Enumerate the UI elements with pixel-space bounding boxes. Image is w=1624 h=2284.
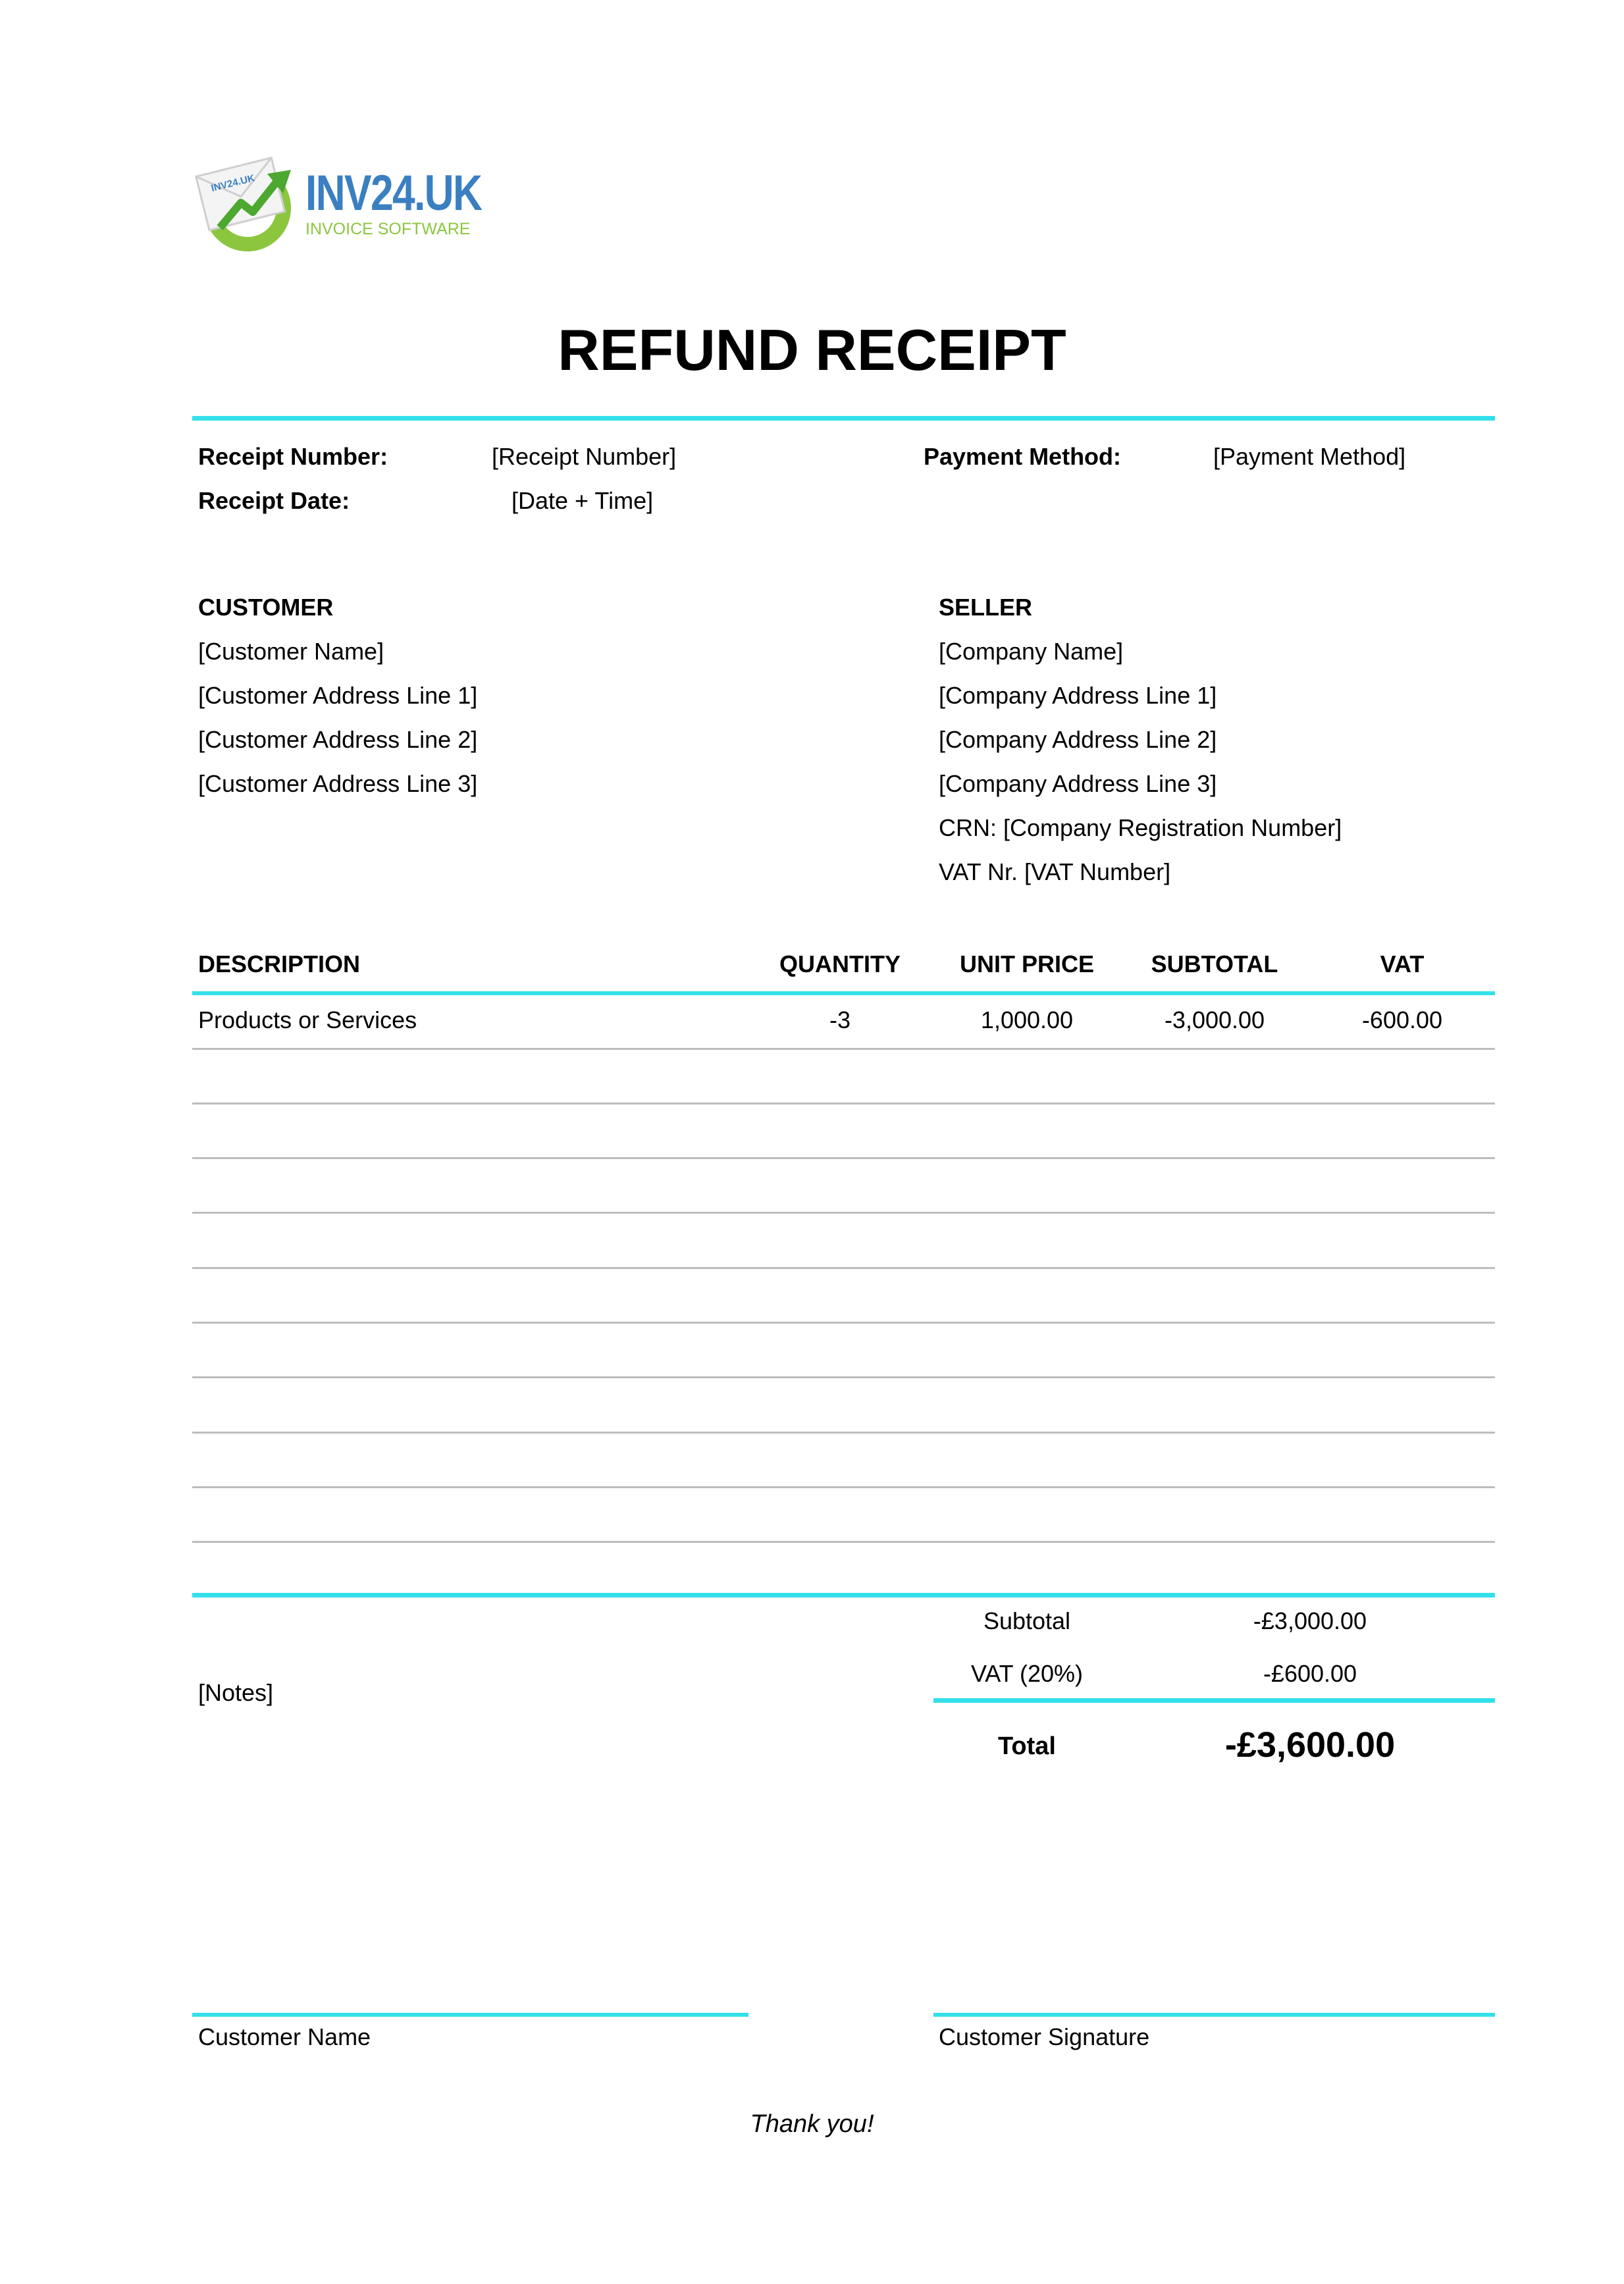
row-description: Products or Services <box>198 1006 417 1033</box>
customer-signature-label: Customer Signature <box>939 2023 1150 2050</box>
table-rule <box>192 1322 1495 1324</box>
receipt-number-label: Receipt Number: <box>198 443 388 470</box>
customer-name-line <box>192 2013 748 2017</box>
totals-divider <box>933 1698 1495 1703</box>
col-header-unit-price: UNIT PRICE <box>959 950 1094 977</box>
col-header-subtotal: SUBTOTAL <box>1151 950 1278 977</box>
logo-tagline: INVOICE SOFTWARE <box>305 220 471 238</box>
seller-crn: CRN: [Company Registration Number] <box>939 814 1342 841</box>
table-rule <box>192 1541 1495 1543</box>
seller-company-name: [Company Name] <box>939 638 1124 665</box>
logo-envelope-text: INV24.UK <box>209 172 256 194</box>
customer-address-line-3: [Customer Address Line 3] <box>198 770 478 797</box>
seller-heading: SELLER <box>939 594 1033 621</box>
notes: [Notes] <box>198 1679 274 1706</box>
logo-brand: INV24.UK <box>305 165 482 221</box>
thank-you-note: Thank you! <box>750 2110 874 2138</box>
company-logo <box>195 155 504 254</box>
page-title: REFUND RECEIPT <box>558 317 1066 382</box>
table-rule <box>192 1432 1495 1434</box>
table-rule <box>192 1157 1495 1159</box>
subtotal-value: -£3,000.00 <box>1253 1607 1367 1634</box>
customer-name-signature-label: Customer Name <box>198 2023 371 2050</box>
table-rule <box>192 1048 1495 1050</box>
vat-value: -£600.00 <box>1263 1660 1357 1687</box>
customer-address-line-2: [Customer Address Line 2] <box>198 726 478 753</box>
receipt-date-label: Receipt Date: <box>198 487 350 514</box>
vat-label: VAT (20%) <box>970 1660 1084 1687</box>
row-vat: -600.00 <box>1361 1006 1443 1033</box>
customer-address-line-1: [Customer Address Line 1] <box>198 682 478 709</box>
customer-name: [Customer Name] <box>198 638 384 665</box>
col-header-vat: VAT <box>1380 950 1425 977</box>
table-footer-divider <box>192 1593 1495 1597</box>
title-divider <box>192 416 1495 421</box>
table-rule <box>192 1376 1495 1378</box>
table-rule <box>192 1212 1495 1214</box>
total-label: Total <box>998 1732 1056 1760</box>
receipt-date-value: [Date + Time] <box>511 487 654 514</box>
customer-heading: CUSTOMER <box>198 594 334 621</box>
row-subtotal: -3,000.00 <box>1164 1006 1265 1033</box>
subtotal-label: Subtotal <box>983 1607 1071 1634</box>
receipt-number-value: [Receipt Number] <box>492 443 677 470</box>
logo-emblem-icon <box>195 155 300 254</box>
col-header-quantity: QUANTITY <box>779 950 901 977</box>
row-unit-price: 1,000.00 <box>980 1006 1074 1033</box>
table-rule <box>192 1486 1495 1488</box>
row-quantity: -3 <box>829 1006 851 1033</box>
seller-address-line-1: [Company Address Line 1] <box>939 682 1217 709</box>
table-row <box>192 995 1495 1049</box>
seller-vat-number: VAT Nr. [VAT Number] <box>939 858 1171 885</box>
seller-address-line-2: [Company Address Line 2] <box>939 726 1217 753</box>
table-rule <box>192 1267 1495 1269</box>
seller-address-line-3: [Company Address Line 3] <box>939 770 1217 797</box>
col-header-description: DESCRIPTION <box>198 950 361 977</box>
payment-method-value: [Payment Method] <box>1213 443 1406 470</box>
total-value: -£3,600.00 <box>1224 1725 1396 1765</box>
customer-signature-line <box>933 2013 1495 2017</box>
table-rule <box>192 1103 1495 1104</box>
payment-method-label: Payment Method: <box>924 443 1122 470</box>
